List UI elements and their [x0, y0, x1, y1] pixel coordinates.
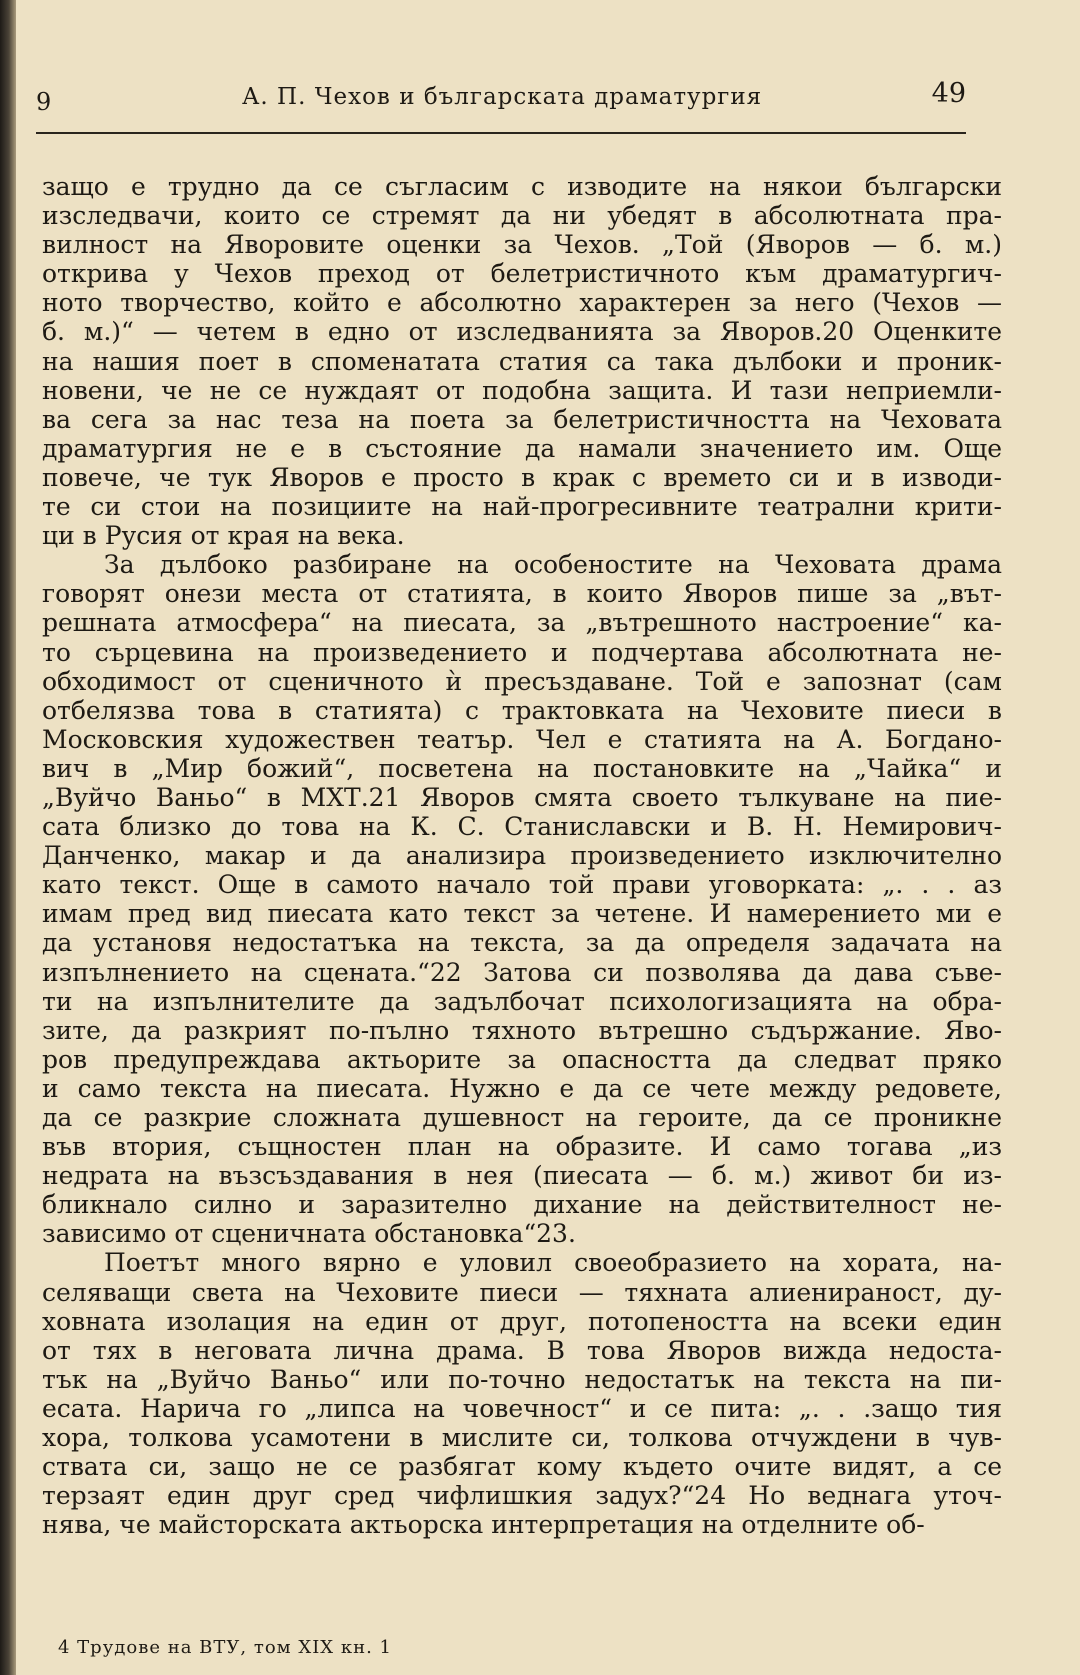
- text-line: изследвачи, които се стремят да ни убедят в абсолютната пра-: [42, 201, 1002, 231]
- text-line: като текст. Още в самото начало той прави уговорката: „. . . аз: [42, 870, 1002, 900]
- text-line: да се разкрие сложната душевност на героите, да се проникне: [42, 1103, 1002, 1132]
- text-line: ното творчество, който е абсолютно характерен за него (Чехов —: [42, 288, 1002, 318]
- text-line: терзаят един друг сред чифлишкия задух?“24 Но веднага уточ-: [42, 1481, 1002, 1511]
- text-line: говорят онези места от статията, в които Яворов пише за „вът-: [42, 579, 1002, 609]
- text-line: Поетът много вярно е уловил своеобразието на хората, на-: [104, 1248, 1002, 1278]
- text-line: изпълнението на сцената.“22 Затова си позволява да дава съве-: [42, 957, 1002, 987]
- text-line: ти на изпълнителите да задълбочат психологизацията на обра-: [42, 986, 1002, 1016]
- text-line: то сърцевина на произведението и подчертава абсолютната не-: [42, 637, 1002, 667]
- text-line: те си стои на позициите на най-прогресивните театрални крити-: [42, 492, 1002, 522]
- footer-note: 4 Трудове на ВТУ, том XIX кн. 1: [58, 1637, 392, 1658]
- text-line: есата. Нарича го „липса на човечност“ и се пита: „. . .защо тия: [42, 1393, 1002, 1423]
- text-line: недрата на възсъздавания в нея (пиесата — б. м.) живот би из-: [42, 1161, 1002, 1191]
- text-line: драматургия не е в състояние да намали значението им. Още: [42, 433, 1002, 463]
- text-line: зите, да разкрият по-пълно тяхното вътрешно съдържание. Яво-: [42, 1015, 1002, 1045]
- text-line: обходимост от сценичното ѝ пресъздаване. Той е запознат (сам: [42, 666, 1002, 696]
- signature-mark: 9: [36, 88, 52, 116]
- text-line: зависимо от сценичната обстановка“23.: [42, 1219, 576, 1249]
- text-line: отбелязва това в статията) с трактовката на Чеховите пиеси в: [42, 695, 1002, 725]
- text-line: ров предупреждава актьорите за опасността да следват пряко: [42, 1044, 1002, 1074]
- text-line: хора, толкова усамотени в мислите си, толкова отчуждени в чув-: [42, 1423, 1002, 1453]
- text-line: нява, че майсторската актьорска интерпретация на отделните об-: [42, 1510, 925, 1540]
- text-line: имам пред вид пиесата като текст за четене. И намерението ми е: [42, 899, 1002, 929]
- text-line: повече, че тук Яворов е просто в крак с времето си и в изводи-: [42, 462, 1002, 492]
- text-line: селяващи света на Чеховите пиеси — тяхната алиенираност, ду-: [42, 1277, 1002, 1307]
- paragraph: [42, 172, 1002, 550]
- running-title: А. П. Чехов и българската драматургия: [242, 84, 763, 110]
- text-line: и само текста на пиесата. Нужно е да се чете между редовете,: [42, 1073, 1002, 1103]
- header-rule: [36, 132, 966, 134]
- text-line: ствата си, защо не се разбягат кому където очите видят, а се: [42, 1452, 1002, 1482]
- text-line: да установя недостатъка на текста, за да определя задачата на: [42, 928, 1002, 958]
- text-line: ва сега за нас теза на поета за белетристичността на Чеховата: [42, 404, 1002, 434]
- text-line: вич в „Мир божий“, посветена на постановките на „Чайка“ и: [42, 753, 1002, 783]
- text-line: ховната изолация на един от друг, потопеността на всеки един: [42, 1306, 1002, 1336]
- text-line: б. м.)“ — четем в едно от изследванията за Яворов.20 Оценките: [42, 317, 1002, 347]
- text-line: решната атмосфера“ на пиесата, за „вътрешното настроение“ ка-: [42, 608, 1002, 638]
- body-text: [42, 172, 1002, 1539]
- text-line: Московския художествен театър. Чел е статията на А. Богдано-: [42, 724, 1002, 754]
- text-line: Данченко, макар и да анализира произведението изключително: [42, 841, 1002, 871]
- text-line: открива у Чехов преход от белетристичното към драматургич-: [42, 259, 1002, 289]
- running-header: [36, 78, 972, 122]
- text-line: сата близко до това на К. С. Станиславски и В. Н. Немирович-: [42, 812, 1002, 842]
- text-line: За дълбоко разбиране на особеностите на Чеховата драма: [104, 550, 1002, 580]
- text-line: ци в Русия от края на века.: [42, 521, 405, 551]
- text-line: от тях в неговата лична драма. В това Яворов вижда недоста-: [42, 1335, 1002, 1365]
- text-line: вилност на Яворовите оценки за Чехов. „Той (Яворов — б. м.): [42, 230, 1002, 260]
- text-line: бликнало силно и заразително дихание на действителност не-: [42, 1190, 1002, 1220]
- text-line: „Вуйчо Ваньо“ в МХТ.21 Яворов смята своето тълкуване на пие-: [42, 782, 1002, 812]
- paragraph: [42, 550, 1002, 1248]
- text-line: защо е трудно да се съгласим с изводите на някои български: [42, 172, 1002, 201]
- text-line: на нашия поет в споменатата статия са така дълбоки и проник-: [42, 346, 1002, 376]
- page-binding-edge: [0, 0, 16, 1675]
- text-line: във втория, същностен план на образите. И само тогава „из: [42, 1132, 1002, 1162]
- paragraph: [42, 1248, 1002, 1539]
- text-line: тък на „Вуйчо Ваньо“ или по-точно недостатък на текста на пи-: [42, 1364, 1002, 1394]
- text-line: новени, че не се нуждаят от подобна защита. И тази неприемли-: [42, 375, 1002, 405]
- page-number: 49: [931, 78, 966, 109]
